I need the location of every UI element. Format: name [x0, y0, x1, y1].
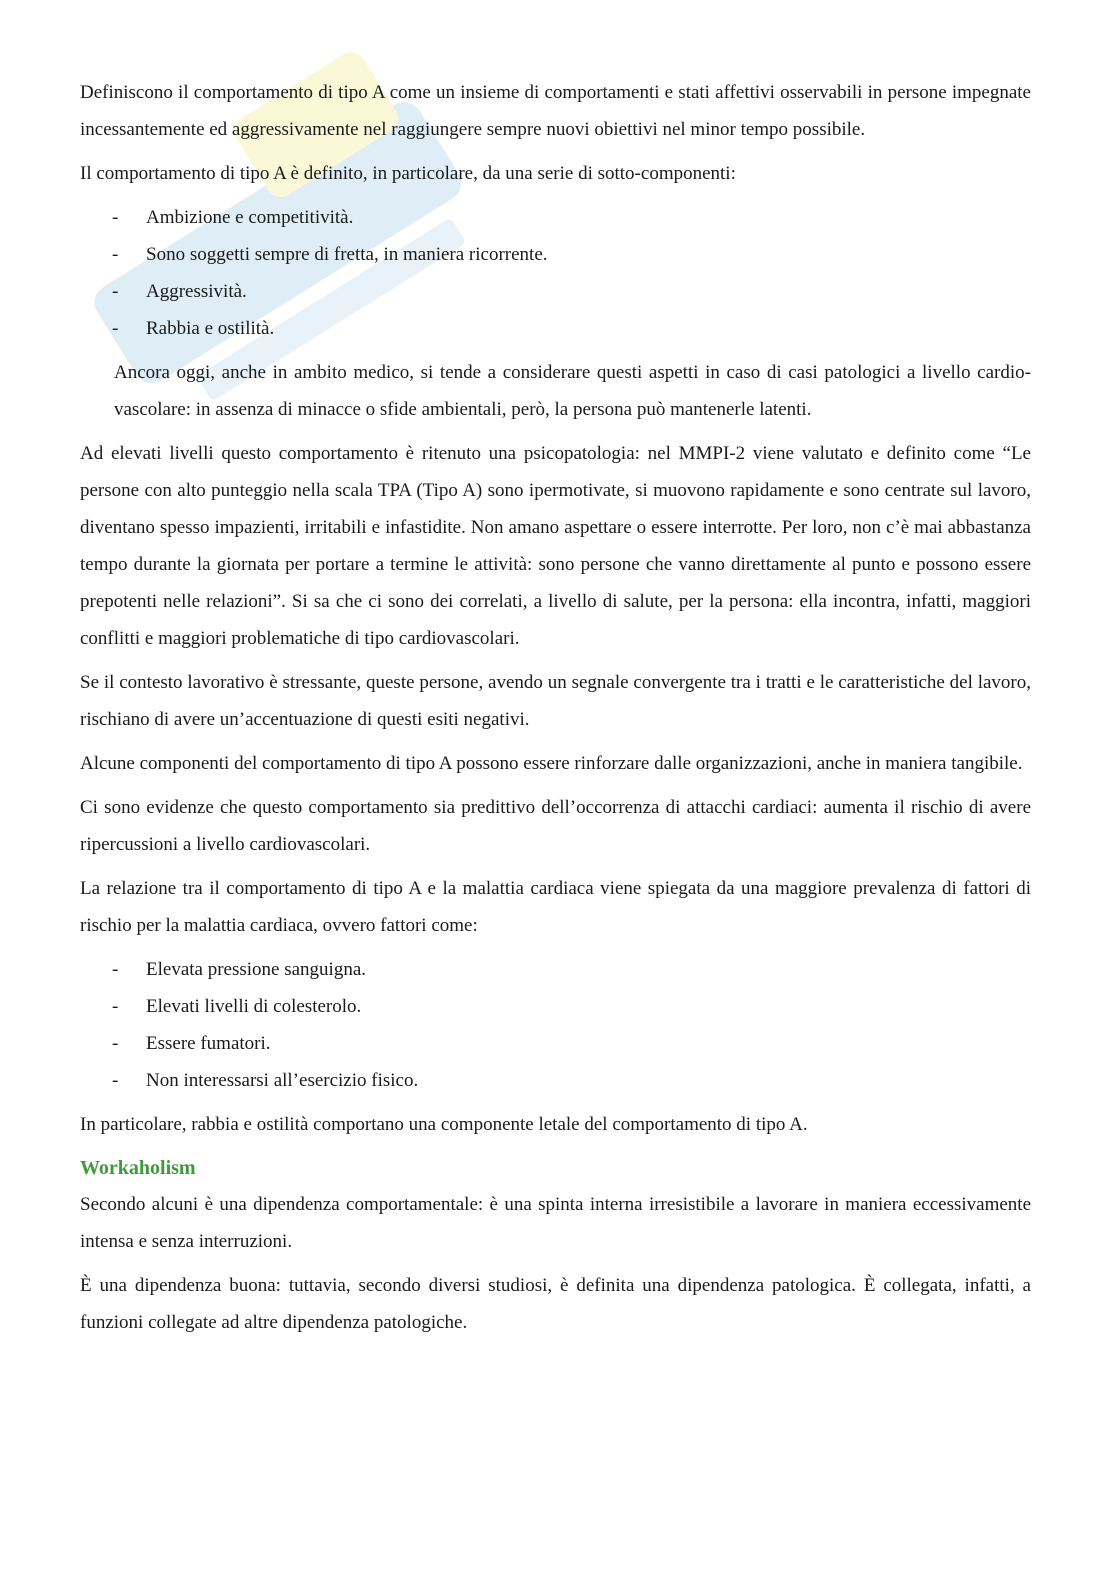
paragraph-workaholism-definition: Secondo alcuni è una dipendenza comportamentale: è una spinta interna irresistibile a lavorare in maniera eccessivamente intensa e senza interruzioni. — [80, 1194, 1031, 1252]
list-item: - Rabbia e ostilità. — [112, 318, 275, 339]
list-item: - Non interessarsi all’esercizio fisico. — [112, 1070, 419, 1091]
list-item: - Elevati livelli di colesterolo. — [112, 996, 362, 1017]
risk-factors-list — [80, 951, 1031, 1099]
section-heading-workaholism: Workaholism — [80, 1157, 196, 1179]
list-item: - Ambizione e competitività. — [112, 207, 354, 228]
list-item: - Sono soggetti sempre di fretta, in maniera ricorrente. — [112, 244, 548, 265]
paragraph-risk-factors-intro: La relazione tra il comportamento di tipo A e la malattia cardiaca viene spiegata da una maggiore prevalenza di fattori di rischio per la malattia cardiaca, ovvero fattori come: — [80, 878, 1031, 936]
paragraph-mmpi: Ad elevati livelli questo comportamento è ritenuto una psicopatologia: nel MMPI-2 viene valutato e definito come “Le persone con alto punteggio nella scala TPA (Tipo A) sono ipermotivate, si muovono rapidamente e sono centrate sul lavoro, diventano spesso impazienti, irritabili e infastidite. Non amano aspettare o essere interrotte. Per loro, non c’è mai abbastanza tempo durante la giornata per portare a termine le attività: sono persone che vanno direttamente al punto e possono essere prepotenti nelle relazioni”. Si sa che ci sono dei correlati, a livello di salute, per la persona: ella incontra, infatti, maggiori conflitti e maggiori problematiche di tipo cardiovascolari. — [80, 443, 1031, 649]
document-page — [80, 74, 1031, 1348]
paragraph-workaholism-pathological: È una dipendenza buona: tuttavia, secondo diversi studiosi, è definita una dipendenza patologica. È collegata, infatti, a funzioni collegate ad altre dipendenza patologiche. — [80, 1275, 1031, 1333]
paragraph-medical-context: Ancora oggi, anche in ambito medico, si tende a considerare questi aspetti in caso di casi patologici a livello cardio-vascolare: in assenza di minacce o sfide ambientali, però, la persona può mantenerle latenti. — [114, 362, 1031, 420]
list-item: - Essere fumatori. — [112, 1033, 271, 1054]
list-item: - Aggressività. — [112, 281, 247, 302]
list-item: - Elevata pressione sanguigna. — [112, 959, 367, 980]
paragraph-evidence: Ci sono evidenze che questo comportamento sia predittivo dell’occorrenza di attacchi cardiaci: aumenta il rischio di avere ripercussioni a livello cardiovascolari. — [80, 797, 1031, 855]
paragraph-subcomponents-intro: Il comportamento di tipo A è definito, in particolare, da una serie di sotto-componenti: — [80, 163, 736, 184]
paragraph-anger-hostility: In particolare, rabbia e ostilità comportano una componente letale del comportamento di tipo A. — [80, 1114, 808, 1135]
paragraph-definition: Definiscono il comportamento di tipo A come un insieme di comportamenti e stati affettivi osservabili in persone impegnate incessantemente ed aggressivamente nel raggiungere sempre nuovi obiettivi nel minor tempo possibile. — [80, 82, 1031, 140]
paragraph-work-context: Se il contesto lavorativo è stressante, queste persone, avendo un segnale convergente tra i tratti e le caratteristiche del lavoro, rischiano di avere un’accentuazione di questi esiti negativi. — [80, 672, 1031, 730]
subcomponents-list — [80, 199, 1031, 347]
paragraph-organizations: Alcune componenti del comportamento di tipo A possono essere rinforzare dalle organizzazioni, anche in maniera tangibile. — [80, 753, 1023, 774]
